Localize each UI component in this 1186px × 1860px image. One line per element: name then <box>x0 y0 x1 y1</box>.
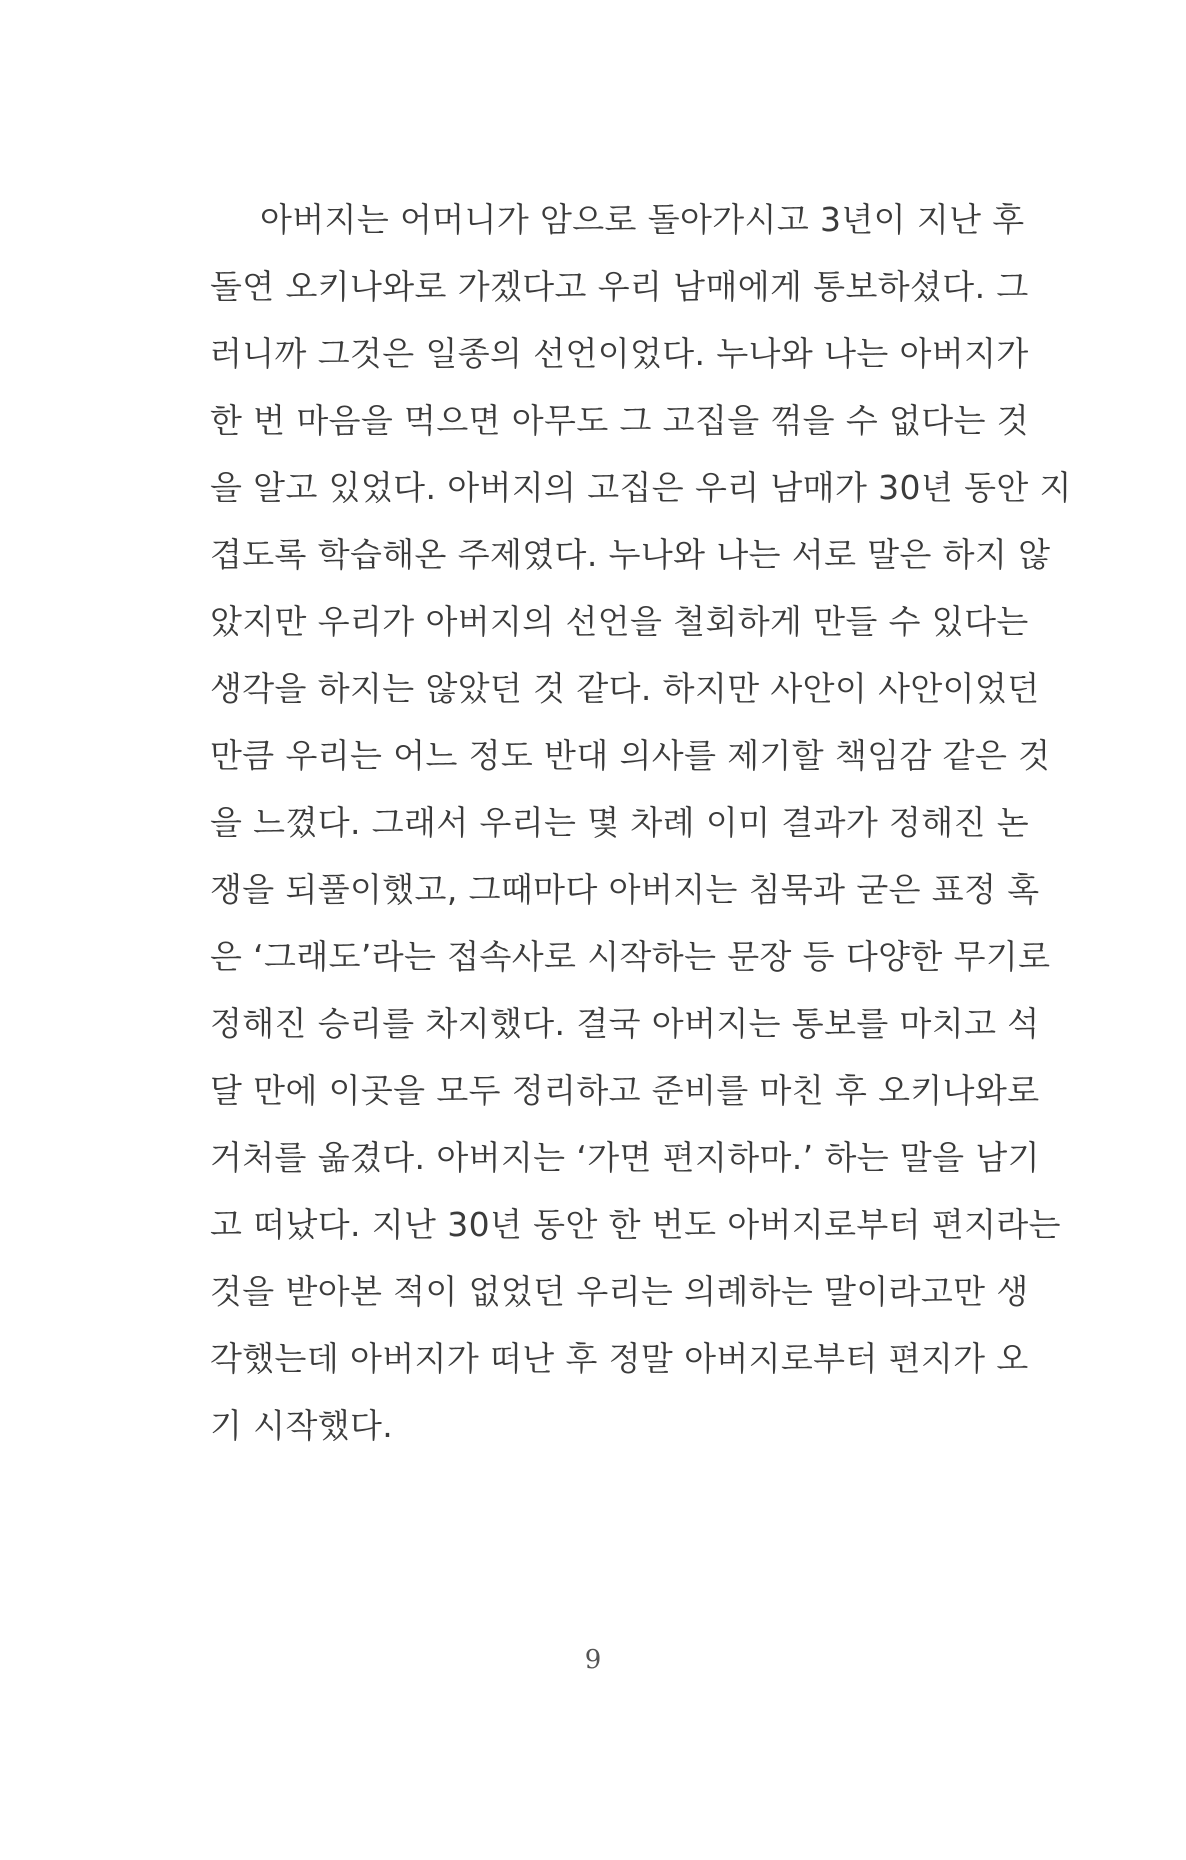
text-line: 생각을 하지는 않았던 것 같다. 하지만 사안이 사안이었던 <box>210 669 1040 708</box>
text-line: 았지만 우리가 아버지의 선언을 철회하게 만들 수 있다는 <box>210 602 1029 641</box>
text-line: 러니까 그것은 일종의 선언이었다. 누나와 나는 아버지가 <box>210 334 1029 373</box>
text-line: 거처를 옮겼다. 아버지는 ‘가면 편지하마.’ 하는 말을 남기 <box>210 1138 1040 1177</box>
text-line: 쟁을 되풀이했고, 그때마다 아버지는 침묵과 굳은 표정 혹 <box>210 870 1040 909</box>
text-line: 기 시작했다. <box>210 1406 394 1445</box>
text-line: 것을 받아본 적이 없었던 우리는 의례하는 말이라고만 생 <box>210 1272 1029 1311</box>
text-line: 을 알고 있었다. 아버지의 고집은 우리 남매가 30년 동안 지 <box>210 468 1072 507</box>
text-line: 을 느꼈다. 그래서 우리는 몇 차례 이미 결과가 정해진 논 <box>210 803 1030 842</box>
text-line: 각했는데 아버지가 떠난 후 정말 아버지로부터 편지가 오 <box>210 1339 1029 1378</box>
body-paragraph <box>210 186 1072 1459</box>
text-line: 겹도록 학습해온 주제였다. 누나와 나는 서로 말은 하지 않 <box>210 535 1051 574</box>
page-number: 9 <box>584 1645 602 1675</box>
text-line: 돌연 오키나와로 가겠다고 우리 남매에게 통보하셨다. 그 <box>210 267 1029 306</box>
text-line: 정해진 승리를 차지했다. 결국 아버지는 통보를 마치고 석 <box>210 1004 1040 1043</box>
text-line: 한 번 마음을 먹으면 아무도 그 고집을 꺾을 수 없다는 것 <box>210 401 1030 440</box>
text-line: 은 ‘그래도’라는 접속사로 시작하는 문장 등 다양한 무기로 <box>210 937 1051 976</box>
text-line: 달 만에 이곳을 모두 정리하고 준비를 마친 후 오키나와로 <box>210 1071 1040 1110</box>
text-line: 아버지는 어머니가 암으로 돌아가시고 3년이 지난 후 <box>260 200 1025 239</box>
text-line: 만큼 우리는 어느 정도 반대 의사를 제기할 책임감 같은 것 <box>210 736 1051 775</box>
text-line: 고 떠났다. 지난 30년 동안 한 번도 아버지로부터 편지라는 <box>210 1205 1061 1244</box>
